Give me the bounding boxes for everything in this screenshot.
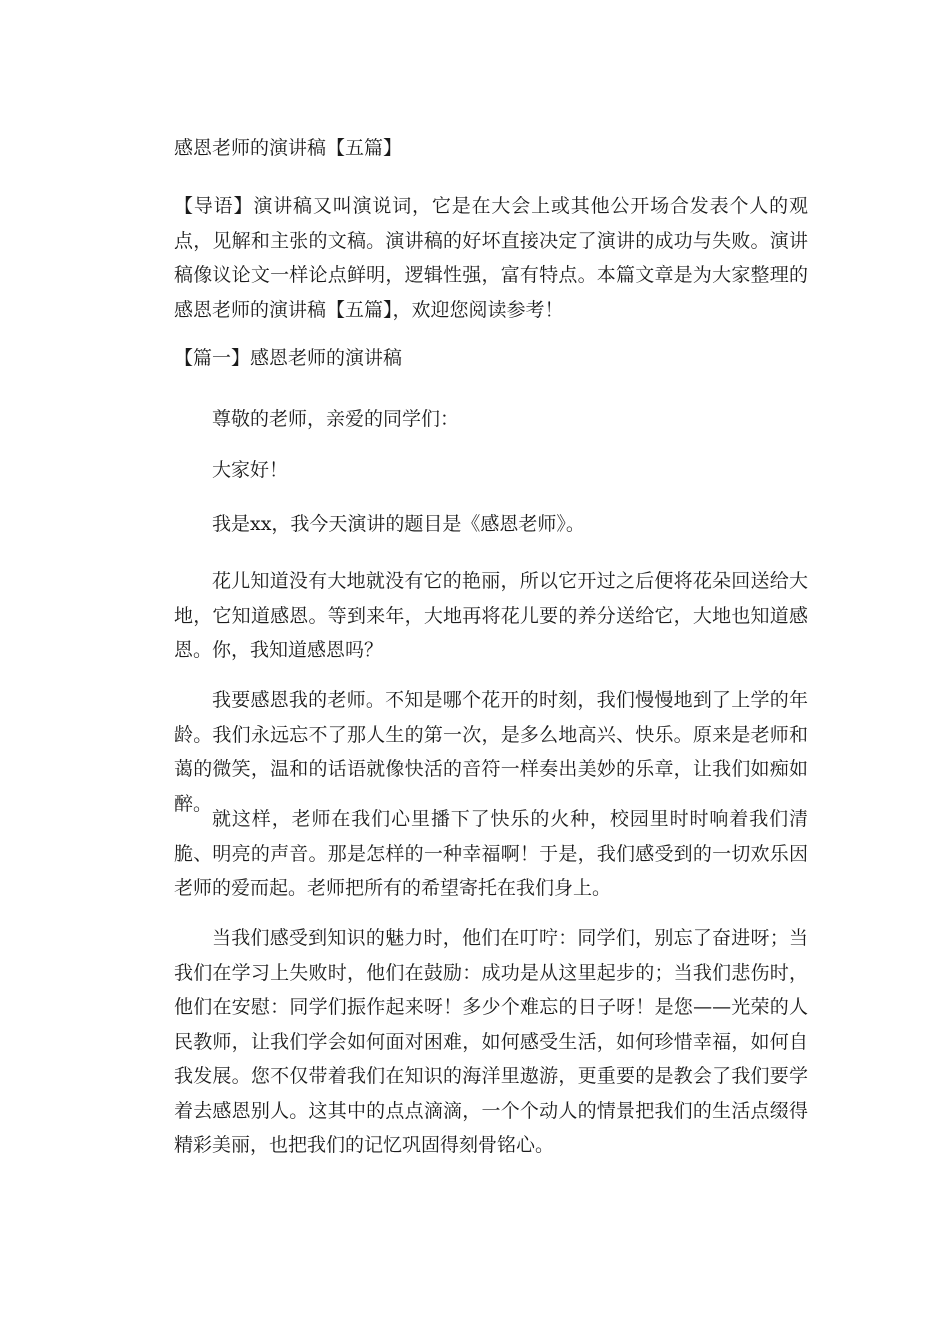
intro-paragraph: 【导语】演讲稿又叫演说词，它是在大会上或其他公开场合发表个人的观点，见解和主张的文稿。演讲稿的好坏直接决定了演讲的成功与失败。演讲稿像议论文一样论点鲜明，逻辑性强，富有特点。本篇文章是为大家整理的感恩老师的演讲稿【五篇】，欢迎您阅读参考！ (174, 195, 808, 321)
section-heading: 【篇一】感恩老师的演讲稿 (174, 347, 403, 369)
body-paragraph: 就这样，老师在我们心里播下了快乐的火种，校园里时时响着我们清脆、明亮的声音。那是怎样的一种幸福啊！于是，我们感受到的一切欢乐因老师的爱而起。老师把所有的希望寄托在我们身上。 (174, 808, 808, 899)
self-introduction: 我是xx，我今天演讲的题目是《感恩老师》。 (212, 513, 585, 535)
body-paragraph: 我要感恩我的老师。不知是哪个花开的时刻，我们慢慢地到了上学的年龄。我们永远忘不了那人生的第一次，是多么地高兴、快乐。原来是老师和蔼的微笑，温和的话语就像快活的音符一样奏出美妙的乐章，让我们如痴如醉。 (174, 689, 808, 815)
body-paragraph: 花儿知道没有大地就没有它的艳丽，所以它开过之后便将花朵回送给大地，它知道感恩。等到来年，大地再将花儿要的养分送给它，大地也知道感恩。你，我知道感恩吗？ (174, 570, 808, 661)
document-title: 感恩老师的演讲稿【五篇】 (174, 137, 403, 159)
greeting: 大家好！ (212, 459, 289, 481)
body-paragraph: 当我们感受到知识的魅力时，他们在叮咛：同学们，别忘了奋进呀；当我们在学习上失败时，他们在鼓励：成功是从这里起步的；当我们悲伤时，他们在安慰：同学们振作起来呀！多少个难忘的日子呀！是您——光荣的人民教师，让我们学会如何面对困难，如何感受生活，如何珍惜幸福，如何自我发展。您不仅带着我们在知识的海洋里遨游，更重要的是教会了我们要学着去感恩别人。这其中的点点滴滴，一个个动人的情景把我们的生活点缀得精彩美丽，也把我们的记忆巩固得刻骨铭心。 (174, 927, 808, 1156)
salutation: 尊敬的老师，亲爱的同学们： (212, 408, 460, 430)
